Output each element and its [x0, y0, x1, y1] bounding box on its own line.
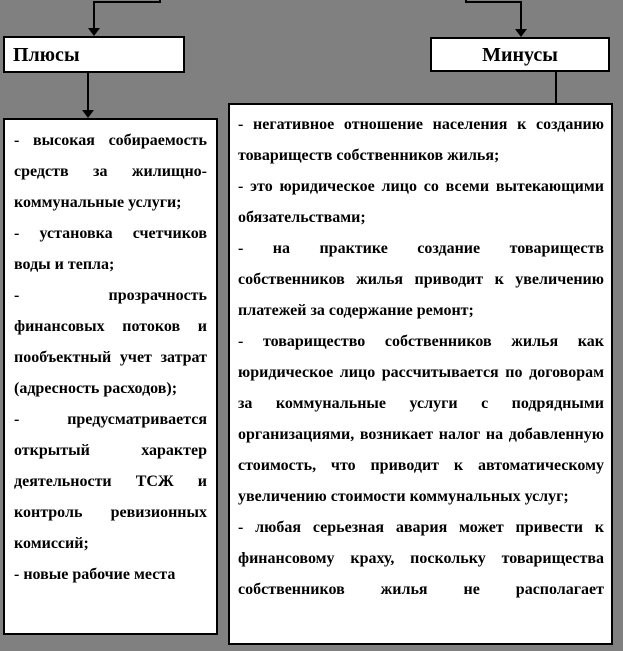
- arrow-down-icon: [88, 28, 100, 36]
- cons-item: - любая серьезная авария может привести к финансовому краху, поскольку товарищества собственников жилья не располагает: [238, 519, 604, 598]
- cons-header-box: [430, 37, 610, 72]
- connector-horizontal-left: [93, 1, 161, 3]
- cons-item: - это юридическое лицо со всеми вытекающими обязательствами;: [238, 178, 604, 226]
- cons-item: - на практике создание товариществ собственников жилья приводит к увеличению платежей за содержание ремонт;: [238, 240, 604, 319]
- cons-header-label: Минусы: [482, 43, 558, 66]
- pros-text-box: [3, 118, 218, 635]
- cons-item: - товарищество собственников жилья как юридическое лицо рассчитывается по договорам за коммунальные услуги с подрядными организациями, возникает налог на добавленную стоимость, что приводит к автоматическому увеличению стоимости коммунальных услуг;: [238, 333, 604, 505]
- connector-pros-vertical: [87, 73, 89, 110]
- pros-item: - установка счетчиков воды и тепла;: [14, 225, 207, 273]
- cons-text-box: [228, 103, 613, 645]
- pros-header-label: Плюсы: [13, 43, 80, 66]
- pros-item: - новые рабочие места: [14, 566, 176, 583]
- connector-cons-vertical: [555, 72, 557, 103]
- connector-horizontal-right: [465, 1, 522, 3]
- connector-vertical-left: [93, 3, 95, 28]
- arrow-down-icon: [515, 29, 527, 37]
- pros-item: - высокая собираемость средств за жилищно-коммунальные услуги;: [14, 132, 207, 211]
- cons-item: - негативное отношение населения к созданию товариществ собственников жилья;: [238, 116, 604, 164]
- connector-vertical-right: [520, 3, 522, 29]
- pros-item: - прозрачность финансовых потоков и пообъектный учет затрат (адресность расходов);: [14, 287, 207, 397]
- arrow-down-icon: [82, 110, 94, 118]
- pros-item: - предусматривается открытый характер деятельности ТСЖ и контроль ревизионных комиссий;: [14, 411, 207, 552]
- pros-header-box: [3, 36, 185, 73]
